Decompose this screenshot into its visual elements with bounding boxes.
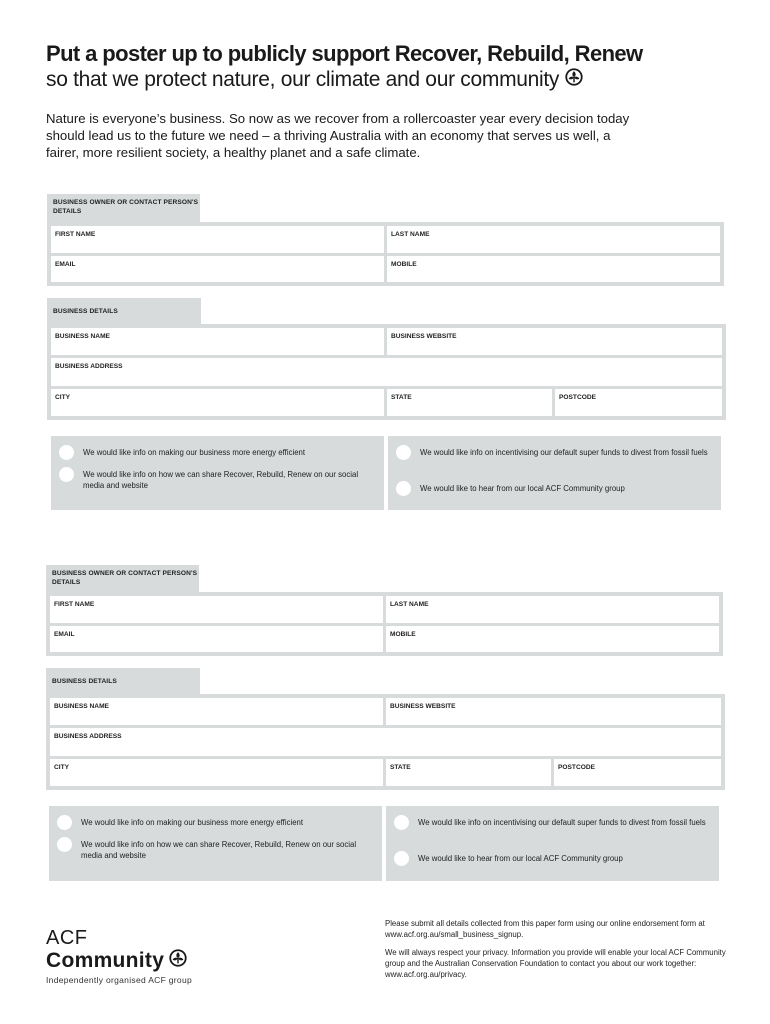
option-energy-efficient[interactable] <box>59 447 379 460</box>
option-divest-super[interactable] <box>394 817 714 830</box>
acf-community-logo <box>46 927 192 985</box>
city-field[interactable]: CITY <box>50 759 383 786</box>
logo-acf-text: ACF <box>46 927 88 949</box>
option-label: We would like info on incentivising our default super funds to divest from fossil fuels <box>420 448 708 457</box>
radio-button[interactable] <box>394 851 409 866</box>
business-address-field[interactable]: BUSINESS ADDRESS <box>51 358 722 386</box>
contact-panel <box>46 592 723 656</box>
business-heading-tab: BUSINESS DETAILS <box>47 298 201 325</box>
option-label: We would like info on incentivising our default super funds to divest from fossil fuels <box>418 818 706 827</box>
submit-note: Please submit all details collected from this paper form using our online endorsement form at www.acf.org.au/small_business_signup. <box>385 919 705 939</box>
email-field[interactable]: EMAIL <box>51 256 384 282</box>
email-field[interactable]: EMAIL <box>50 626 383 652</box>
options-panel-left <box>51 436 384 510</box>
radio-button[interactable] <box>396 481 411 496</box>
privacy-note: We will always respect your privacy. Information you provide will enable your local ACF Community group and the Australian Conservation Foundation to contact you about our work together: www.acf.org.au/privacy. <box>385 948 726 979</box>
option-community-group[interactable] <box>394 853 714 866</box>
intro-paragraph: Nature is everyone’s business. So now as we recover from a rollercoaster year every decision today should lead us to the future we need – a thriving Australia with an economy that serves us well, a fairer, more resilient society, a healthy planet and a safe climate. <box>46 111 630 160</box>
radio-button[interactable] <box>396 445 411 460</box>
radio-button[interactable] <box>59 467 74 482</box>
business-heading-tab: BUSINESS DETAILS <box>46 668 200 695</box>
acf-leaf-logo-icon <box>169 949 187 972</box>
first-name-field[interactable]: FIRST NAME <box>50 596 383 623</box>
contact-panel <box>47 222 724 286</box>
option-community-group[interactable] <box>396 483 716 496</box>
options-panel-left <box>49 806 382 881</box>
business-website-field[interactable]: BUSINESS WEBSITE <box>387 328 722 355</box>
option-energy-efficient[interactable] <box>57 817 377 830</box>
option-divest-super[interactable] <box>396 447 716 460</box>
option-label: We would like info on making our business more energy efficient <box>81 818 304 827</box>
page-title: Put a poster up to publicly support Recover, Rebuild, Renew <box>46 41 643 66</box>
option-label: We would like info on how we can share Recover, Rebuild, Renew on our social media and website <box>81 840 357 860</box>
business-panel <box>46 694 725 790</box>
option-share-social[interactable] <box>59 469 379 491</box>
acf-leaf-logo-icon <box>565 68 583 92</box>
contact-heading-tab: BUSINESS OWNER OR CONTACT PERSON'S DETAILS <box>47 194 200 222</box>
option-share-social[interactable] <box>57 839 377 861</box>
contact-heading-tab: BUSINESS OWNER OR CONTACT PERSON'S DETAILS <box>46 565 199 593</box>
mobile-field[interactable]: MOBILE <box>387 256 720 282</box>
option-label: We would like to hear from our local ACF Community group <box>420 484 625 493</box>
option-label: We would like info on making our business more energy efficient <box>83 448 306 457</box>
postcode-field[interactable]: POSTCODE <box>554 759 721 786</box>
business-name-field[interactable]: BUSINESS NAME <box>50 698 383 725</box>
radio-button[interactable] <box>57 837 72 852</box>
business-name-field[interactable]: BUSINESS NAME <box>51 328 384 355</box>
state-field[interactable]: STATE <box>386 759 551 786</box>
business-website-field[interactable]: BUSINESS WEBSITE <box>386 698 721 725</box>
first-name-field[interactable]: FIRST NAME <box>51 226 384 253</box>
city-field[interactable]: CITY <box>51 389 384 416</box>
business-address-field[interactable]: BUSINESS ADDRESS <box>50 728 721 756</box>
radio-button[interactable] <box>59 445 74 460</box>
radio-button[interactable] <box>57 815 72 830</box>
subtitle-text: so that we protect nature, our climate and our community <box>46 68 560 91</box>
last-name-field[interactable]: LAST NAME <box>386 596 719 623</box>
last-name-field[interactable]: LAST NAME <box>387 226 720 253</box>
option-label: We would like to hear from our local ACF Community group <box>418 854 623 863</box>
business-panel <box>47 324 726 420</box>
logo-tagline: Independently organised ACF group <box>46 975 192 985</box>
mobile-field[interactable]: MOBILE <box>386 626 719 652</box>
postcode-field[interactable]: POSTCODE <box>555 389 722 416</box>
radio-button[interactable] <box>394 815 409 830</box>
logo-community-text: Community <box>46 948 165 972</box>
options-panel-right <box>388 436 721 510</box>
logo-community-row <box>46 949 192 972</box>
state-field[interactable]: STATE <box>387 389 552 416</box>
options-panel-right <box>386 806 719 881</box>
footer-notes <box>385 918 730 980</box>
option-label: We would like info on how we can share Recover, Rebuild, Renew on our social media and website <box>83 470 359 490</box>
page-subtitle <box>46 68 583 92</box>
